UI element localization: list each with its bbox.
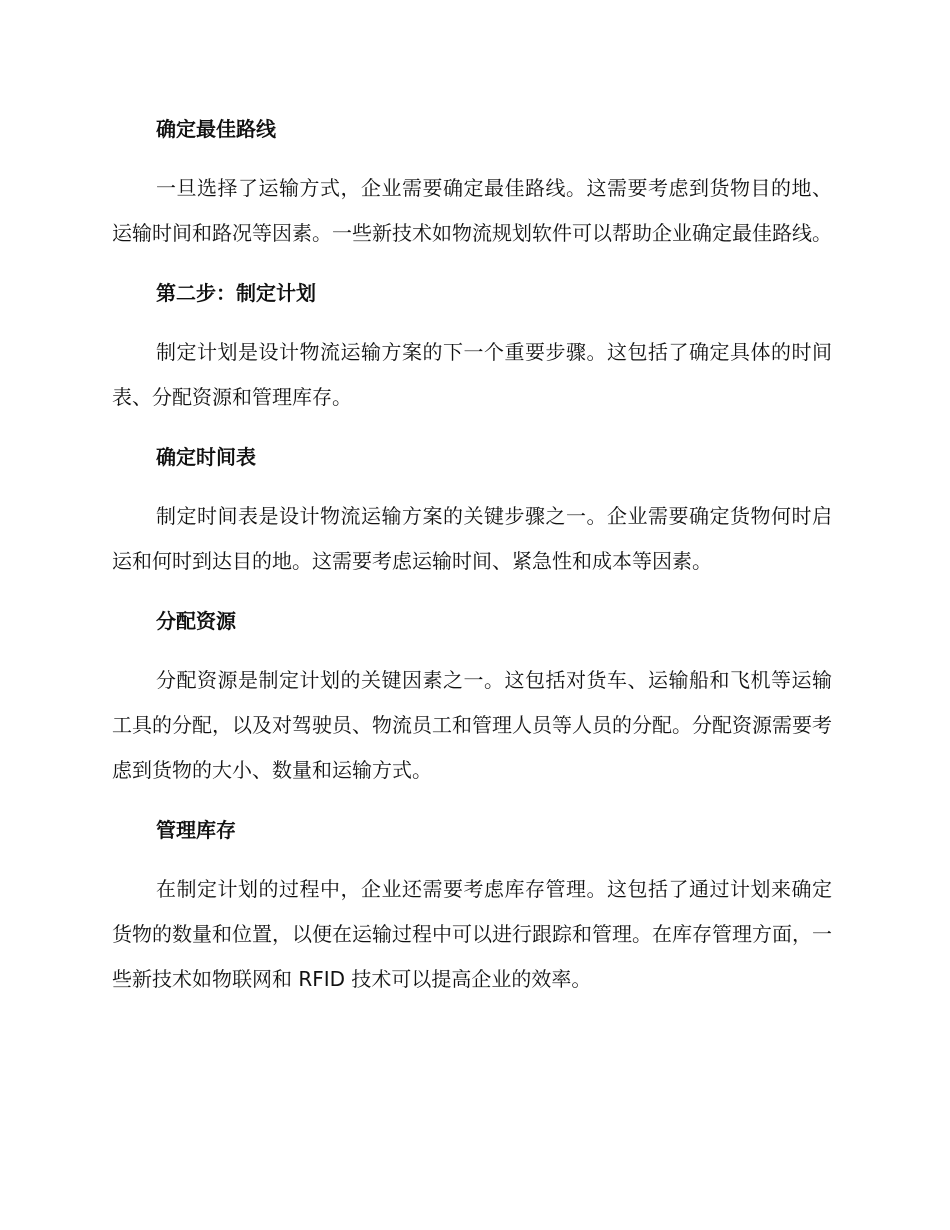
section-heading: 确定最佳路线 xyxy=(156,117,276,141)
document-page xyxy=(112,107,832,1017)
section-heading: 管理库存 xyxy=(156,818,236,842)
section-heading: 确定时间表 xyxy=(156,445,256,469)
section-paragraph: 一旦选择了运输方式，企业需要确定最佳路线。这需要考虑到货物目的地、运输时间和路况等因素。一些新技术如物流规划软件可以帮助企业确定最佳路线。 xyxy=(112,176,832,245)
section-paragraph: 分配资源是制定计划的关键因素之一。这包括对货车、运输船和飞机等运输工具的分配，以及对驾驶员、物流员工和管理人员等人员的分配。分配资源需要考虑到货物的大小、数量和运输方式。 xyxy=(112,668,832,782)
section-heading: 分配资源 xyxy=(156,609,236,633)
section-heading: 第二步：制定计划 xyxy=(156,281,316,305)
section-paragraph: 制定时间表是设计物流运输方案的关键步骤之一。企业需要确定货物何时启运和何时到达目的地。这需要考虑运输时间、紧急性和成本等因素。 xyxy=(112,504,832,573)
section-paragraph: 在制定计划的过程中，企业还需要考虑库存管理。这包括了通过计划来确定货物的数量和位置，以便在运输过程中可以进行跟踪和管理。在库存管理方面，一些新技术如物联网和 RFID 技术可以提高企业的效率。 xyxy=(112,877,832,991)
section-paragraph: 制定计划是设计物流运输方案的下一个重要步骤。这包括了确定具体的时间表、分配资源和管理库存。 xyxy=(112,340,832,409)
